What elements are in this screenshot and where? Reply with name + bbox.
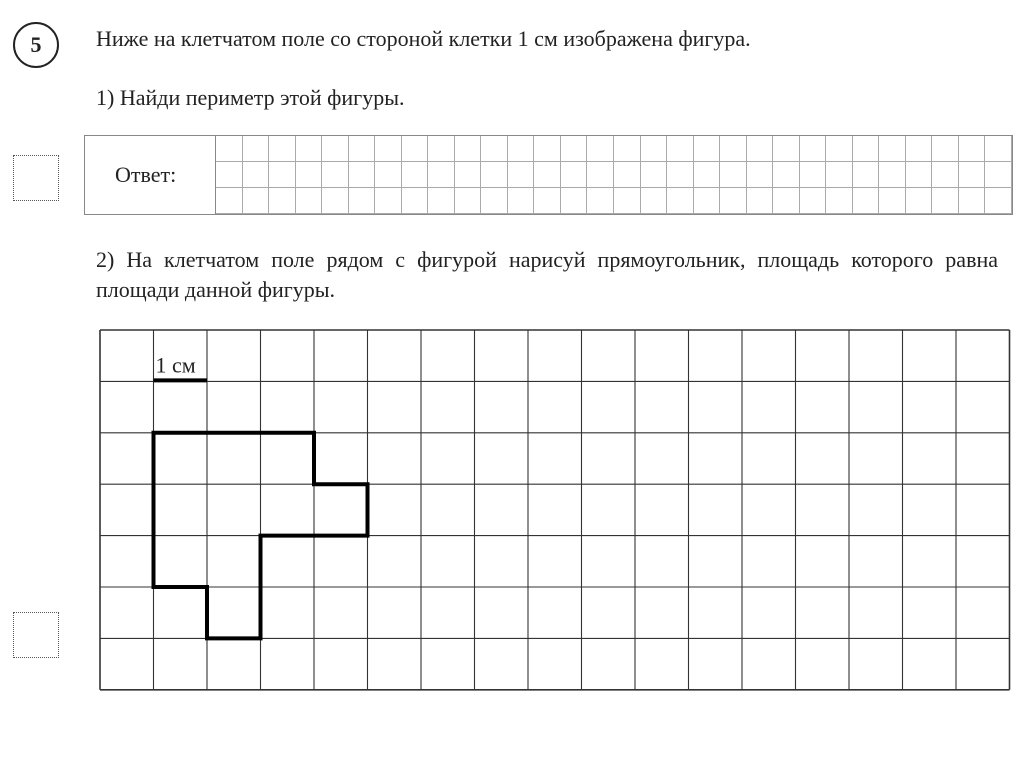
answer-cell[interactable]: [402, 136, 429, 162]
answer-cell[interactable]: [906, 162, 933, 188]
answer-cell[interactable]: [216, 162, 243, 188]
answer-cell[interactable]: [879, 136, 906, 162]
answer-cell[interactable]: [720, 162, 747, 188]
scale-label: 1 см: [155, 352, 196, 378]
answer-cell[interactable]: [508, 162, 535, 188]
answer-cell[interactable]: [587, 188, 614, 214]
answer-cell[interactable]: [269, 188, 296, 214]
answer-cell[interactable]: [614, 136, 641, 162]
answer-cell[interactable]: [587, 162, 614, 188]
answer-cell[interactable]: [694, 188, 721, 214]
answer-cell[interactable]: [641, 162, 668, 188]
answer-cell[interactable]: [269, 162, 296, 188]
answer-cell[interactable]: [322, 188, 349, 214]
answer-cell[interactable]: [879, 188, 906, 214]
answer-cell[interactable]: [375, 136, 402, 162]
answer-cell[interactable]: [826, 136, 853, 162]
answer-cell[interactable]: [932, 162, 959, 188]
answer-cell[interactable]: [800, 136, 827, 162]
answer-cell[interactable]: [879, 162, 906, 188]
answer-cell[interactable]: [959, 136, 986, 162]
answer-cell[interactable]: [561, 188, 588, 214]
answer-cell[interactable]: [216, 188, 243, 214]
answer-cell[interactable]: [455, 188, 482, 214]
answer-cell[interactable]: [243, 136, 270, 162]
answer-cell[interactable]: [349, 136, 376, 162]
answer-cell[interactable]: [216, 136, 243, 162]
answer-cell[interactable]: [428, 136, 455, 162]
figure-outline: [154, 433, 368, 639]
answer-cell[interactable]: [906, 136, 933, 162]
answer-cell[interactable]: [243, 162, 270, 188]
question-1: 1) Найди периметр этой фигуры.: [96, 85, 405, 110]
answer-cell[interactable]: [959, 162, 986, 188]
answer-box: [84, 135, 1013, 215]
answer-cell[interactable]: [773, 162, 800, 188]
answer-cell[interactable]: [985, 136, 1012, 162]
answer-cell[interactable]: [534, 188, 561, 214]
answer-cell[interactable]: [932, 136, 959, 162]
task-number: 5: [30, 32, 42, 57]
answer-cell[interactable]: [641, 188, 668, 214]
answer-cell[interactable]: [773, 188, 800, 214]
answer-cell[interactable]: [561, 136, 588, 162]
answer-cell[interactable]: [375, 188, 402, 214]
answer-cell[interactable]: [428, 188, 455, 214]
answer-cell[interactable]: [402, 162, 429, 188]
answer-cell[interactable]: [853, 188, 880, 214]
answer-cell[interactable]: [561, 162, 588, 188]
answer-cell[interactable]: [694, 136, 721, 162]
answer-cell[interactable]: [720, 188, 747, 214]
answer-cell[interactable]: [720, 136, 747, 162]
answer-cell[interactable]: [322, 136, 349, 162]
answer-cell[interactable]: [747, 162, 774, 188]
answer-cell[interactable]: [508, 188, 535, 214]
answer-cell[interactable]: [481, 136, 508, 162]
answer-cell[interactable]: [853, 162, 880, 188]
answer-cell[interactable]: [773, 136, 800, 162]
answer-cell[interactable]: [747, 136, 774, 162]
answer-cell[interactable]: [455, 162, 482, 188]
answer-cell[interactable]: [800, 188, 827, 214]
answer-cell[interactable]: [534, 136, 561, 162]
answer-cell[interactable]: [296, 136, 323, 162]
answer-cell[interactable]: [375, 162, 402, 188]
answer-cell[interactable]: [800, 162, 827, 188]
task-statement: Ниже на клетчатом поле со стороной клетки 1 см изображена фигура.: [96, 26, 751, 51]
answer-cell[interactable]: [296, 162, 323, 188]
answer-cell[interactable]: [402, 188, 429, 214]
answer-cell[interactable]: [826, 162, 853, 188]
answer-cell[interactable]: [932, 188, 959, 214]
answer-cell[interactable]: [481, 162, 508, 188]
answer-cell[interactable]: [349, 162, 376, 188]
answer-cell[interactable]: [747, 188, 774, 214]
answer-cell[interactable]: [614, 162, 641, 188]
answer-cell[interactable]: [667, 136, 694, 162]
answer-cell[interactable]: [587, 136, 614, 162]
answer-cell[interactable]: [667, 188, 694, 214]
answer-cell[interactable]: [667, 162, 694, 188]
answer-cell[interactable]: [694, 162, 721, 188]
answer-cell[interactable]: [534, 162, 561, 188]
answer-cell[interactable]: [614, 188, 641, 214]
score-box-2[interactable]: [13, 612, 59, 658]
answer-cell[interactable]: [296, 188, 323, 214]
answer-cell[interactable]: [243, 188, 270, 214]
answer-cell[interactable]: [349, 188, 376, 214]
answer-cell[interactable]: [906, 188, 933, 214]
answer-cell[interactable]: [985, 188, 1012, 214]
score-box-1[interactable]: [13, 155, 59, 201]
answer-cell[interactable]: [508, 136, 535, 162]
answer-cell[interactable]: [269, 136, 296, 162]
task-number-badge: [13, 22, 59, 68]
answer-cell[interactable]: [959, 188, 986, 214]
answer-cell[interactable]: [322, 162, 349, 188]
answer-cell[interactable]: [826, 188, 853, 214]
answer-cell[interactable]: [641, 136, 668, 162]
answer-label: Ответ:: [85, 136, 216, 214]
question-2: 2) На клетчатом поле рядом с фигурой нарисуй прямоугольник, площадь которого равна площади данной фигуры.: [96, 247, 998, 302]
answer-cell[interactable]: [853, 136, 880, 162]
answer-grid[interactable]: [216, 136, 1012, 214]
answer-cell[interactable]: [481, 188, 508, 214]
answer-cell[interactable]: [428, 162, 455, 188]
answer-cell[interactable]: [985, 162, 1012, 188]
answer-cell[interactable]: [455, 136, 482, 162]
